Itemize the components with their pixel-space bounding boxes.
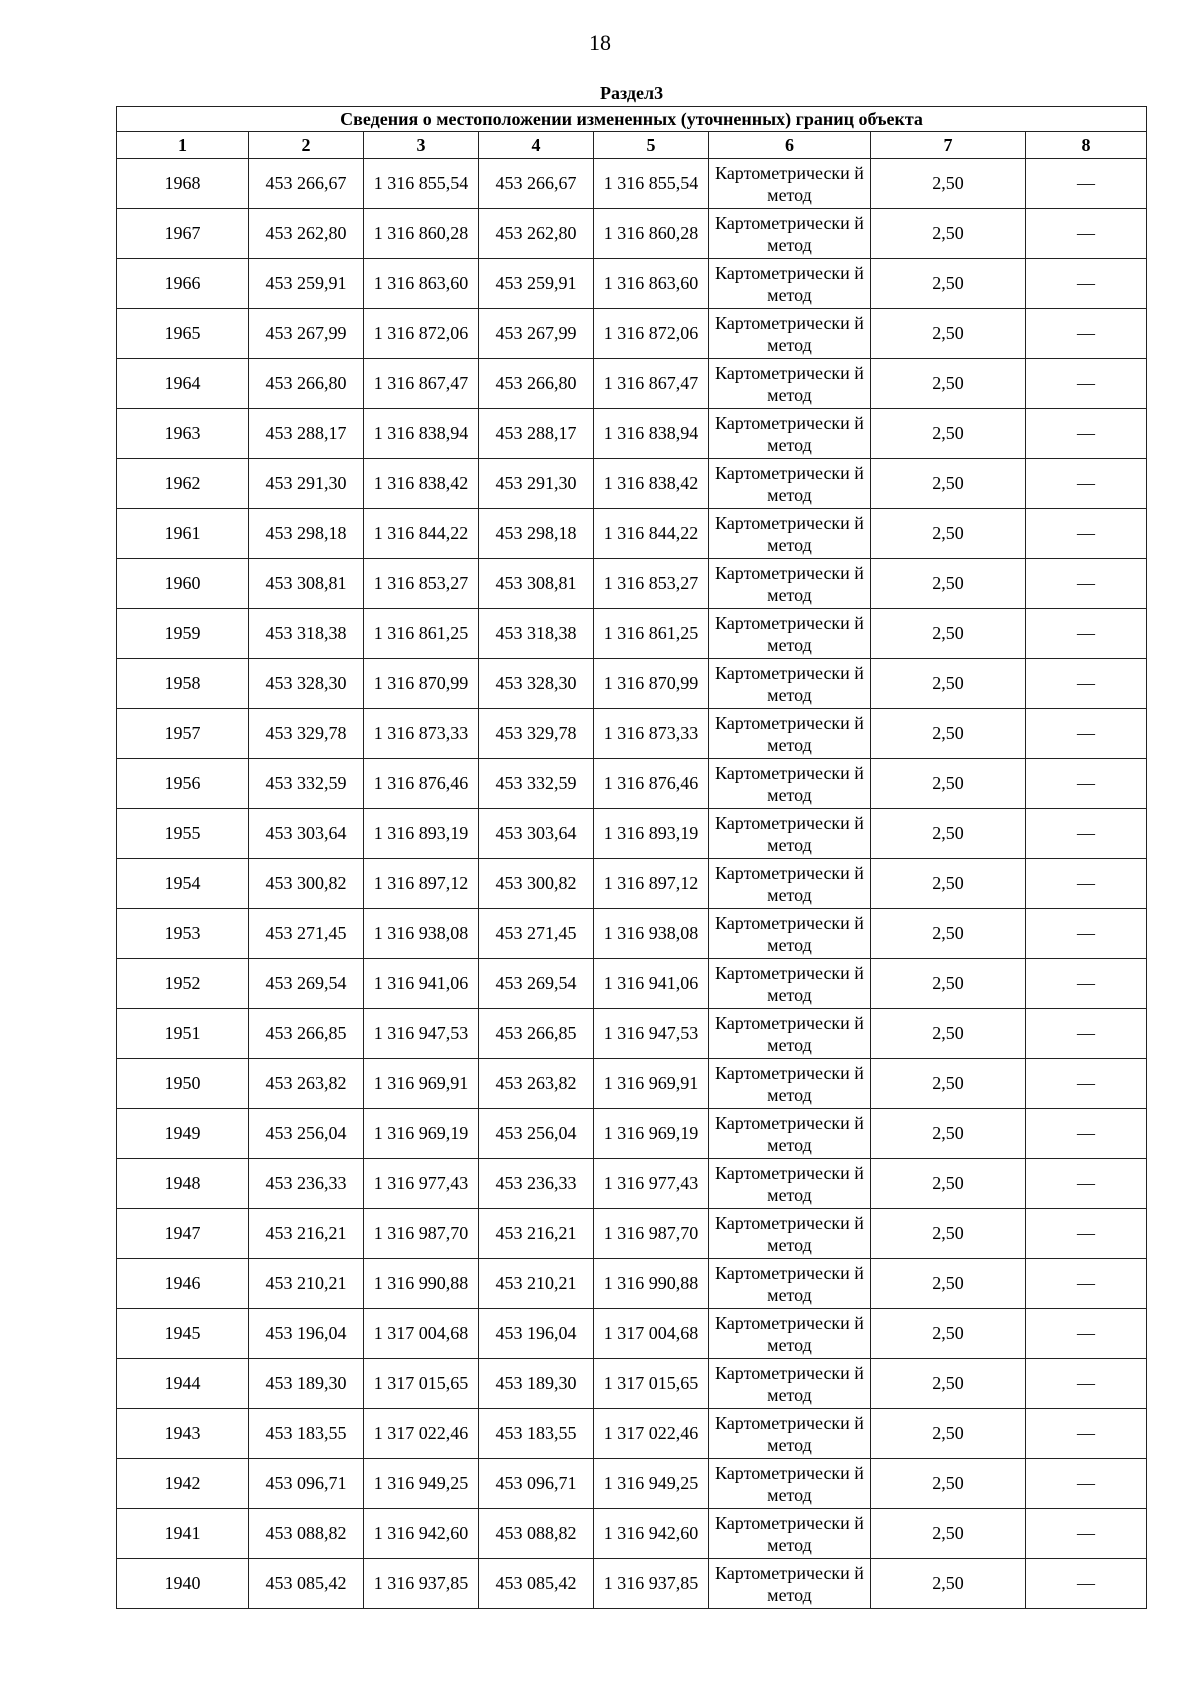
y-coordinate-existing-cell: 1 316 947,53 xyxy=(364,1009,479,1059)
point-number-cell: 1965 xyxy=(117,309,249,359)
accuracy-cell: 2,50 xyxy=(871,1109,1026,1159)
note-cell: — xyxy=(1026,959,1147,1009)
table-row xyxy=(117,559,1147,609)
accuracy-cell: 2,50 xyxy=(871,1459,1026,1509)
x-coordinate-existing-cell: 453 262,80 xyxy=(249,209,364,259)
y-coordinate-refined-cell: 1 316 876,46 xyxy=(594,759,709,809)
x-coordinate-existing-cell: 453 300,82 xyxy=(249,859,364,909)
note-cell: — xyxy=(1026,859,1147,909)
note-cell: — xyxy=(1026,659,1147,709)
table-row xyxy=(117,909,1147,959)
x-coordinate-existing-cell: 453 183,55 xyxy=(249,1409,364,1459)
determination-method-cell: Картометрически й метод xyxy=(709,509,871,559)
note-cell: — xyxy=(1026,1309,1147,1359)
determination-method-cell: Картометрически й метод xyxy=(709,1559,871,1609)
y-coordinate-existing-cell: 1 316 861,25 xyxy=(364,609,479,659)
column-number: 6 xyxy=(709,132,871,159)
y-coordinate-refined-cell: 1 316 977,43 xyxy=(594,1159,709,1209)
y-coordinate-refined-cell: 1 316 937,85 xyxy=(594,1559,709,1609)
x-coordinate-refined-cell: 453 216,21 xyxy=(479,1209,594,1259)
x-coordinate-refined-cell: 453 196,04 xyxy=(479,1309,594,1359)
table-row xyxy=(117,309,1147,359)
y-coordinate-existing-cell: 1 316 893,19 xyxy=(364,809,479,859)
column-number: 8 xyxy=(1026,132,1147,159)
x-coordinate-refined-cell: 453 300,82 xyxy=(479,859,594,909)
point-number-cell: 1949 xyxy=(117,1109,249,1159)
x-coordinate-refined-cell: 453 328,30 xyxy=(479,659,594,709)
determination-method-cell: Картометрически й метод xyxy=(709,609,871,659)
accuracy-cell: 2,50 xyxy=(871,659,1026,709)
x-coordinate-refined-cell: 453 329,78 xyxy=(479,709,594,759)
determination-method-cell: Картометрически й метод xyxy=(709,759,871,809)
note-cell: — xyxy=(1026,1159,1147,1209)
table-row xyxy=(117,1209,1147,1259)
table-row xyxy=(117,1109,1147,1159)
y-coordinate-existing-cell: 1 316 867,47 xyxy=(364,359,479,409)
note-cell: — xyxy=(1026,909,1147,959)
determination-method-cell: Картометрически й метод xyxy=(709,1009,871,1059)
y-coordinate-existing-cell: 1 316 876,46 xyxy=(364,759,479,809)
section-title-row xyxy=(117,80,1147,107)
point-number-cell: 1967 xyxy=(117,209,249,259)
x-coordinate-refined-cell: 453 269,54 xyxy=(479,959,594,1009)
determination-method-cell: Картометрически й метод xyxy=(709,1509,871,1559)
y-coordinate-existing-cell: 1 316 860,28 xyxy=(364,209,479,259)
y-coordinate-existing-cell: 1 317 004,68 xyxy=(364,1309,479,1359)
y-coordinate-refined-cell: 1 316 987,70 xyxy=(594,1209,709,1259)
column-number: 7 xyxy=(871,132,1026,159)
accuracy-cell: 2,50 xyxy=(871,1309,1026,1359)
accuracy-cell: 2,50 xyxy=(871,259,1026,309)
accuracy-cell: 2,50 xyxy=(871,359,1026,409)
accuracy-cell: 2,50 xyxy=(871,1409,1026,1459)
x-coordinate-existing-cell: 453 266,85 xyxy=(249,1009,364,1059)
column-number: 5 xyxy=(594,132,709,159)
x-coordinate-refined-cell: 453 298,18 xyxy=(479,509,594,559)
note-cell: — xyxy=(1026,559,1147,609)
x-coordinate-refined-cell: 453 263,82 xyxy=(479,1059,594,1109)
point-number-cell: 1956 xyxy=(117,759,249,809)
determination-method-cell: Картометрически й метод xyxy=(709,1109,871,1159)
x-coordinate-existing-cell: 453 291,30 xyxy=(249,459,364,509)
y-coordinate-refined-cell: 1 316 863,60 xyxy=(594,259,709,309)
x-coordinate-refined-cell: 453 189,30 xyxy=(479,1359,594,1409)
table-row xyxy=(117,959,1147,1009)
column-number: 4 xyxy=(479,132,594,159)
table-row xyxy=(117,1059,1147,1109)
x-coordinate-existing-cell: 453 266,67 xyxy=(249,159,364,209)
column-number: 2 xyxy=(249,132,364,159)
y-coordinate-refined-cell: 1 316 873,33 xyxy=(594,709,709,759)
table-row xyxy=(117,359,1147,409)
determination-method-cell: Картометрически й метод xyxy=(709,1459,871,1509)
accuracy-cell: 2,50 xyxy=(871,609,1026,659)
x-coordinate-existing-cell: 453 303,64 xyxy=(249,809,364,859)
x-coordinate-existing-cell: 453 210,21 xyxy=(249,1259,364,1309)
determination-method-cell: Картометрически й метод xyxy=(709,1409,871,1459)
y-coordinate-refined-cell: 1 316 942,60 xyxy=(594,1509,709,1559)
y-coordinate-refined-cell: 1 317 004,68 xyxy=(594,1309,709,1359)
table-row xyxy=(117,709,1147,759)
x-coordinate-existing-cell: 453 329,78 xyxy=(249,709,364,759)
x-coordinate-refined-cell: 453 318,38 xyxy=(479,609,594,659)
point-number-cell: 1940 xyxy=(117,1559,249,1609)
x-coordinate-refined-cell: 453 259,91 xyxy=(479,259,594,309)
table-row xyxy=(117,259,1147,309)
note-cell: — xyxy=(1026,459,1147,509)
determination-method-cell: Картометрически й метод xyxy=(709,709,871,759)
accuracy-cell: 2,50 xyxy=(871,1259,1026,1309)
x-coordinate-existing-cell: 453 196,04 xyxy=(249,1309,364,1359)
point-number-cell: 1953 xyxy=(117,909,249,959)
x-coordinate-existing-cell: 453 332,59 xyxy=(249,759,364,809)
y-coordinate-existing-cell: 1 316 870,99 xyxy=(364,659,479,709)
y-coordinate-existing-cell: 1 316 897,12 xyxy=(364,859,479,909)
y-coordinate-refined-cell: 1 316 893,19 xyxy=(594,809,709,859)
note-cell: — xyxy=(1026,809,1147,859)
accuracy-cell: 2,50 xyxy=(871,959,1026,1009)
y-coordinate-refined-cell: 1 316 938,08 xyxy=(594,909,709,959)
x-coordinate-existing-cell: 453 318,38 xyxy=(249,609,364,659)
y-coordinate-refined-cell: 1 316 947,53 xyxy=(594,1009,709,1059)
x-coordinate-refined-cell: 453 266,67 xyxy=(479,159,594,209)
determination-method-cell: Картометрически й метод xyxy=(709,259,871,309)
y-coordinate-refined-cell: 1 316 990,88 xyxy=(594,1259,709,1309)
y-coordinate-refined-cell: 1 316 860,28 xyxy=(594,209,709,259)
point-number-cell: 1968 xyxy=(117,159,249,209)
note-cell: — xyxy=(1026,1409,1147,1459)
point-number-cell: 1951 xyxy=(117,1009,249,1059)
determination-method-cell: Картометрически й метод xyxy=(709,359,871,409)
y-coordinate-refined-cell: 1 316 969,91 xyxy=(594,1059,709,1109)
x-coordinate-existing-cell: 453 269,54 xyxy=(249,959,364,1009)
note-cell: — xyxy=(1026,759,1147,809)
point-number-cell: 1941 xyxy=(117,1509,249,1559)
y-coordinate-refined-cell: 1 316 838,94 xyxy=(594,409,709,459)
accuracy-cell: 2,50 xyxy=(871,509,1026,559)
x-coordinate-refined-cell: 453 210,21 xyxy=(479,1259,594,1309)
y-coordinate-refined-cell: 1 316 861,25 xyxy=(594,609,709,659)
x-coordinate-refined-cell: 453 096,71 xyxy=(479,1459,594,1509)
note-cell: — xyxy=(1026,1359,1147,1409)
y-coordinate-refined-cell: 1 317 022,46 xyxy=(594,1409,709,1459)
y-coordinate-refined-cell: 1 316 941,06 xyxy=(594,959,709,1009)
x-coordinate-existing-cell: 453 236,33 xyxy=(249,1159,364,1209)
x-coordinate-existing-cell: 453 328,30 xyxy=(249,659,364,709)
table-row xyxy=(117,1559,1147,1609)
point-number-cell: 1958 xyxy=(117,659,249,709)
x-coordinate-refined-cell: 453 256,04 xyxy=(479,1109,594,1159)
x-coordinate-existing-cell: 453 308,81 xyxy=(249,559,364,609)
determination-method-cell: Картометрически й метод xyxy=(709,859,871,909)
accuracy-cell: 2,50 xyxy=(871,559,1026,609)
y-coordinate-refined-cell: 1 316 838,42 xyxy=(594,459,709,509)
x-coordinate-refined-cell: 453 303,64 xyxy=(479,809,594,859)
x-coordinate-existing-cell: 453 271,45 xyxy=(249,909,364,959)
y-coordinate-existing-cell: 1 317 022,46 xyxy=(364,1409,479,1459)
determination-method-cell: Картометрически й метод xyxy=(709,659,871,709)
accuracy-cell: 2,50 xyxy=(871,309,1026,359)
determination-method-cell: Картометрически й метод xyxy=(709,459,871,509)
note-cell: — xyxy=(1026,1259,1147,1309)
y-coordinate-refined-cell: 1 316 969,19 xyxy=(594,1109,709,1159)
x-coordinate-refined-cell: 453 262,80 xyxy=(479,209,594,259)
y-coordinate-existing-cell: 1 316 941,06 xyxy=(364,959,479,1009)
column-number: 1 xyxy=(117,132,249,159)
table-row xyxy=(117,1509,1147,1559)
y-coordinate-existing-cell: 1 316 838,42 xyxy=(364,459,479,509)
point-number-cell: 1948 xyxy=(117,1159,249,1209)
table-row xyxy=(117,1009,1147,1059)
point-number-cell: 1964 xyxy=(117,359,249,409)
y-coordinate-existing-cell: 1 316 938,08 xyxy=(364,909,479,959)
table-row xyxy=(117,1359,1147,1409)
x-coordinate-refined-cell: 453 308,81 xyxy=(479,559,594,609)
x-coordinate-existing-cell: 453 259,91 xyxy=(249,259,364,309)
table-row xyxy=(117,509,1147,559)
note-cell: — xyxy=(1026,209,1147,259)
x-coordinate-existing-cell: 453 085,42 xyxy=(249,1559,364,1609)
determination-method-cell: Картометрически й метод xyxy=(709,309,871,359)
x-coordinate-existing-cell: 453 189,30 xyxy=(249,1359,364,1409)
table-row xyxy=(117,609,1147,659)
table-row xyxy=(117,459,1147,509)
accuracy-cell: 2,50 xyxy=(871,459,1026,509)
x-coordinate-refined-cell: 453 267,99 xyxy=(479,309,594,359)
y-coordinate-existing-cell: 1 316 872,06 xyxy=(364,309,479,359)
y-coordinate-existing-cell: 1 316 855,54 xyxy=(364,159,479,209)
column-number: 3 xyxy=(364,132,479,159)
note-cell: — xyxy=(1026,1559,1147,1609)
note-cell: — xyxy=(1026,159,1147,209)
determination-method-cell: Картометрически й метод xyxy=(709,1059,871,1109)
table-row xyxy=(117,659,1147,709)
point-number-cell: 1961 xyxy=(117,509,249,559)
determination-method-cell: Картометрически й метод xyxy=(709,409,871,459)
determination-method-cell: Картометрически й метод xyxy=(709,909,871,959)
x-coordinate-refined-cell: 453 085,42 xyxy=(479,1559,594,1609)
determination-method-cell: Картометрически й метод xyxy=(709,1309,871,1359)
y-coordinate-existing-cell: 1 316 942,60 xyxy=(364,1509,479,1559)
y-coordinate-existing-cell: 1 316 977,43 xyxy=(364,1159,479,1209)
section-title: Раздел3 xyxy=(600,82,664,103)
y-coordinate-existing-cell: 1 316 969,19 xyxy=(364,1109,479,1159)
point-number-cell: 1945 xyxy=(117,1309,249,1359)
accuracy-cell: 2,50 xyxy=(871,1059,1026,1109)
determination-method-cell: Картометрически й метод xyxy=(709,159,871,209)
x-coordinate-refined-cell: 453 236,33 xyxy=(479,1159,594,1209)
y-coordinate-refined-cell: 1 316 870,99 xyxy=(594,659,709,709)
table-row xyxy=(117,409,1147,459)
note-cell: — xyxy=(1026,309,1147,359)
point-number-cell: 1942 xyxy=(117,1459,249,1509)
note-cell: — xyxy=(1026,359,1147,409)
point-number-cell: 1954 xyxy=(117,859,249,909)
y-coordinate-existing-cell: 1 316 873,33 xyxy=(364,709,479,759)
point-number-cell: 1963 xyxy=(117,409,249,459)
accuracy-cell: 2,50 xyxy=(871,709,1026,759)
point-number-cell: 1944 xyxy=(117,1359,249,1409)
note-cell: — xyxy=(1026,409,1147,459)
y-coordinate-refined-cell: 1 316 867,47 xyxy=(594,359,709,409)
note-cell: — xyxy=(1026,1059,1147,1109)
y-coordinate-existing-cell: 1 316 969,91 xyxy=(364,1059,479,1109)
table-row xyxy=(117,1159,1147,1209)
x-coordinate-existing-cell: 453 288,17 xyxy=(249,409,364,459)
y-coordinate-existing-cell: 1 317 015,65 xyxy=(364,1359,479,1409)
x-coordinate-refined-cell: 453 271,45 xyxy=(479,909,594,959)
determination-method-cell: Картометрически й метод xyxy=(709,209,871,259)
table-row xyxy=(117,159,1147,209)
x-coordinate-refined-cell: 453 332,59 xyxy=(479,759,594,809)
point-number-cell: 1950 xyxy=(117,1059,249,1109)
determination-method-cell: Картометрически й метод xyxy=(709,809,871,859)
note-cell: — xyxy=(1026,1009,1147,1059)
y-coordinate-existing-cell: 1 316 863,60 xyxy=(364,259,479,309)
note-cell: — xyxy=(1026,1209,1147,1259)
point-number-cell: 1955 xyxy=(117,809,249,859)
x-coordinate-existing-cell: 453 263,82 xyxy=(249,1059,364,1109)
y-coordinate-existing-cell: 1 316 844,22 xyxy=(364,509,479,559)
determination-method-cell: Картометрически й метод xyxy=(709,1359,871,1409)
column-number-row xyxy=(117,132,1147,159)
x-coordinate-refined-cell: 453 288,17 xyxy=(479,409,594,459)
determination-method-cell: Картометрически й метод xyxy=(709,1209,871,1259)
y-coordinate-refined-cell: 1 316 897,12 xyxy=(594,859,709,909)
note-cell: — xyxy=(1026,609,1147,659)
accuracy-cell: 2,50 xyxy=(871,909,1026,959)
y-coordinate-existing-cell: 1 316 937,85 xyxy=(364,1559,479,1609)
determination-method-cell: Картометрически й метод xyxy=(709,959,871,1009)
table-row xyxy=(117,859,1147,909)
x-coordinate-refined-cell: 453 291,30 xyxy=(479,459,594,509)
point-number-cell: 1943 xyxy=(117,1409,249,1459)
boundary-coordinates-table xyxy=(116,80,1147,1609)
y-coordinate-existing-cell: 1 316 990,88 xyxy=(364,1259,479,1309)
point-number-cell: 1962 xyxy=(117,459,249,509)
x-coordinate-existing-cell: 453 267,99 xyxy=(249,309,364,359)
x-coordinate-existing-cell: 453 266,80 xyxy=(249,359,364,409)
accuracy-cell: 2,50 xyxy=(871,1559,1026,1609)
accuracy-cell: 2,50 xyxy=(871,809,1026,859)
y-coordinate-refined-cell: 1 316 872,06 xyxy=(594,309,709,359)
determination-method-cell: Картометрически й метод xyxy=(709,559,871,609)
x-coordinate-existing-cell: 453 096,71 xyxy=(249,1459,364,1509)
accuracy-cell: 2,50 xyxy=(871,759,1026,809)
determination-method-cell: Картометрически й метод xyxy=(709,1259,871,1309)
page-number: 18 xyxy=(589,30,611,55)
x-coordinate-refined-cell: 453 266,85 xyxy=(479,1009,594,1059)
point-number-cell: 1957 xyxy=(117,709,249,759)
note-cell: — xyxy=(1026,1109,1147,1159)
x-coordinate-refined-cell: 453 266,80 xyxy=(479,359,594,409)
accuracy-cell: 2,50 xyxy=(871,1209,1026,1259)
x-coordinate-existing-cell: 453 298,18 xyxy=(249,509,364,559)
accuracy-cell: 2,50 xyxy=(871,1159,1026,1209)
point-number-cell: 1966 xyxy=(117,259,249,309)
x-coordinate-existing-cell: 453 256,04 xyxy=(249,1109,364,1159)
table-body xyxy=(117,159,1147,1609)
y-coordinate-refined-cell: 1 316 853,27 xyxy=(594,559,709,609)
table-row xyxy=(117,1309,1147,1359)
table-row xyxy=(117,1259,1147,1309)
table-row xyxy=(117,1409,1147,1459)
accuracy-cell: 2,50 xyxy=(871,209,1026,259)
y-coordinate-existing-cell: 1 316 987,70 xyxy=(364,1209,479,1259)
point-number-cell: 1947 xyxy=(117,1209,249,1259)
table-row xyxy=(117,1459,1147,1509)
point-number-cell: 1952 xyxy=(117,959,249,1009)
accuracy-cell: 2,50 xyxy=(871,159,1026,209)
y-coordinate-existing-cell: 1 316 949,25 xyxy=(364,1459,479,1509)
accuracy-cell: 2,50 xyxy=(871,1509,1026,1559)
x-coordinate-refined-cell: 453 183,55 xyxy=(479,1409,594,1459)
x-coordinate-existing-cell: 453 216,21 xyxy=(249,1209,364,1259)
note-cell: — xyxy=(1026,709,1147,759)
accuracy-cell: 2,50 xyxy=(871,409,1026,459)
x-coordinate-refined-cell: 453 088,82 xyxy=(479,1509,594,1559)
determination-method-cell: Картометрически й метод xyxy=(709,1159,871,1209)
table-row xyxy=(117,759,1147,809)
note-cell: — xyxy=(1026,509,1147,559)
accuracy-cell: 2,50 xyxy=(871,1009,1026,1059)
table-row xyxy=(117,809,1147,859)
y-coordinate-refined-cell: 1 316 844,22 xyxy=(594,509,709,559)
x-coordinate-existing-cell: 453 088,82 xyxy=(249,1509,364,1559)
y-coordinate-existing-cell: 1 316 838,94 xyxy=(364,409,479,459)
accuracy-cell: 2,50 xyxy=(871,859,1026,909)
point-number-cell: 1960 xyxy=(117,559,249,609)
y-coordinate-refined-cell: 1 316 855,54 xyxy=(594,159,709,209)
y-coordinate-refined-cell: 1 316 949,25 xyxy=(594,1459,709,1509)
point-number-cell: 1946 xyxy=(117,1259,249,1309)
y-coordinate-refined-cell: 1 317 015,65 xyxy=(594,1359,709,1409)
table-caption-row xyxy=(117,107,1147,132)
accuracy-cell: 2,50 xyxy=(871,1359,1026,1409)
note-cell: — xyxy=(1026,1459,1147,1509)
point-number-cell: 1959 xyxy=(117,609,249,659)
note-cell: — xyxy=(1026,259,1147,309)
table-caption: Сведения о местоположении измененных (уточненных) границ объекта xyxy=(117,107,1147,132)
y-coordinate-existing-cell: 1 316 853,27 xyxy=(364,559,479,609)
table-row xyxy=(117,209,1147,259)
note-cell: — xyxy=(1026,1509,1147,1559)
